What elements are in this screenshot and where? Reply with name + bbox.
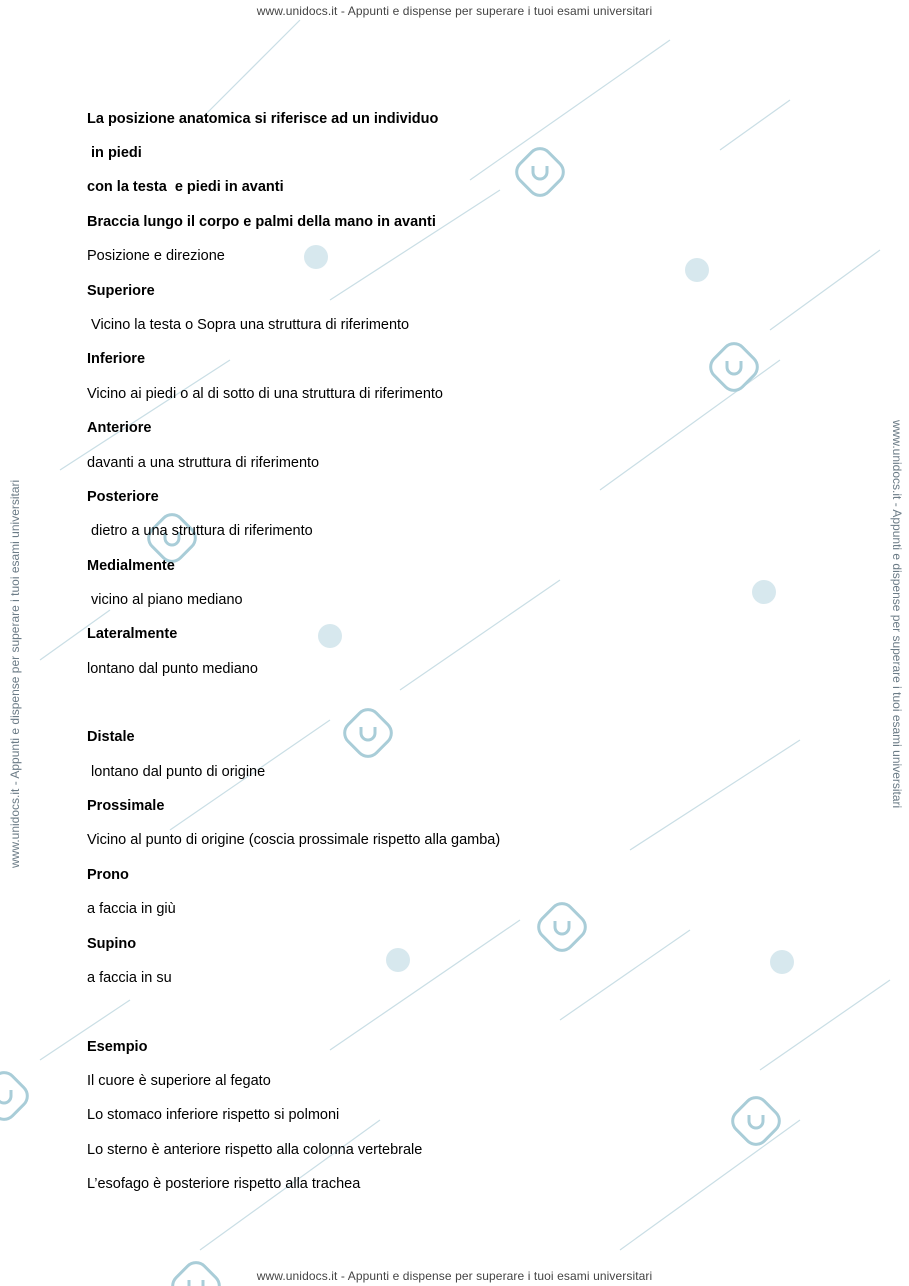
text-line: con la testa e piedi in avanti	[87, 179, 284, 195]
text-line: dietro a una struttura di riferimento	[87, 523, 313, 539]
text-line: Lo stomaco inferiore rispetto si polmoni	[87, 1107, 340, 1123]
watermark-side-left: www.unidocs.it - Appunti e dispense per superare i tuoi esami universitari	[8, 479, 22, 868]
text-line: Superiore	[87, 283, 155, 299]
text-line: Prono	[87, 867, 129, 883]
text-line: Esempio	[87, 1039, 148, 1055]
text-line: Vicino la testa o Sopra una struttura di riferimento	[87, 317, 410, 333]
watermark-footer: www.unidocs.it - Appunti e dispense per superare i tuoi esami universitari	[256, 1269, 653, 1283]
text-line: Lateralmente	[87, 626, 178, 642]
text-line: Vicino ai piedi o al di sotto di una struttura di riferimento	[87, 386, 443, 402]
text-line: Prossimale	[87, 798, 165, 814]
text-line: Posteriore	[87, 489, 159, 505]
text-line: lontano dal punto di origine	[87, 764, 266, 780]
text-line: Lo sterno è anteriore rispetto alla colonna vertebrale	[87, 1142, 423, 1158]
text-line: Inferiore	[87, 351, 146, 367]
text-line: Posizione e direzione	[87, 248, 225, 264]
watermark-side-right: www.unidocs.it - Appunti e dispense per superare i tuoi esami universitari	[890, 420, 904, 809]
text-line: vicino al piano mediano	[87, 592, 243, 608]
text-line: Medialmente	[87, 558, 175, 574]
text-line: Supino	[87, 936, 137, 952]
text-line: a faccia in giù	[87, 901, 176, 917]
text-line: Il cuore è superiore al fegato	[87, 1073, 271, 1089]
text-line: La posizione anatomica si riferisce ad un individuo	[87, 111, 439, 127]
text-line: lontano dal punto mediano	[87, 661, 258, 677]
text-line: in piedi	[87, 145, 142, 161]
text-line: Anteriore	[87, 420, 152, 436]
text-line: Vicino al punto di origine (coscia prossimale rispetto alla gamba)	[87, 832, 501, 848]
text-line: Distale	[87, 729, 135, 745]
text-line: L’esofago è posteriore rispetto alla trachea	[87, 1176, 361, 1192]
watermark-header: www.unidocs.it - Appunti e dispense per superare i tuoi esami universitari	[256, 4, 653, 18]
text-line: Braccia lungo il corpo e palmi della mano in avanti	[87, 214, 436, 230]
text-line: davanti a una struttura di riferimento	[87, 455, 320, 471]
text-line: a faccia in su	[87, 970, 172, 986]
